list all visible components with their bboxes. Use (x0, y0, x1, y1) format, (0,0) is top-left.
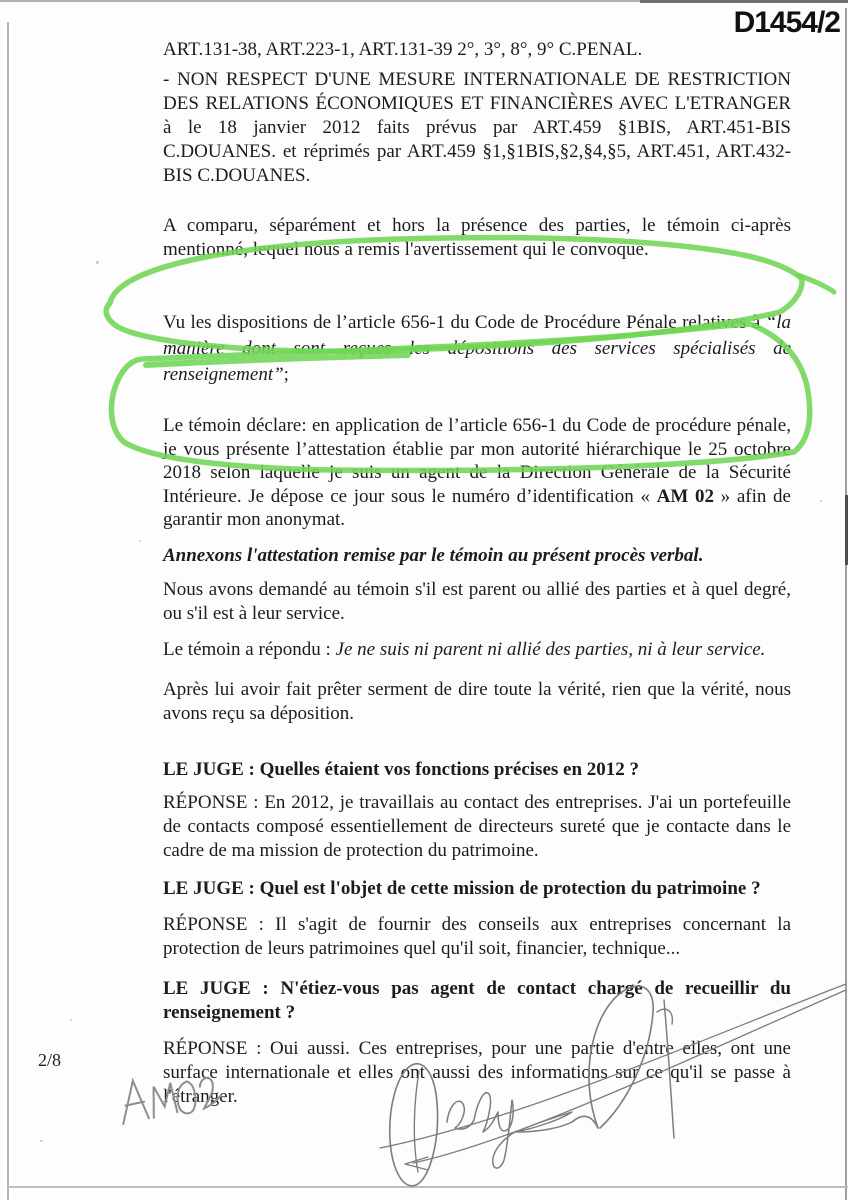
witness-answer-italic: Je ne suis ni parent ni allié des parties, ni à leur service. (335, 638, 766, 660)
witness-response-1: RÉPONSE : En 2012, je travaillais au contact des entreprises. J'ai un portefeuille de contacts composé essentiellement de directeurs sureté que je contacte dans le cadre de ma mission de protection du patrimoine. (163, 791, 791, 861)
scan-edge-right (845, 8, 847, 1200)
paragraph-articles-penal: ART.131-38, ART.223-1, ART.131-39 2°, 3°, 8°, 9° C.PENAL. (163, 39, 643, 60)
scan-speck (40, 1140, 43, 1142)
scan-edge-left (7, 22, 9, 1200)
witness-response-3: RÉPONSE : Oui aussi. Ces entreprises, pour une partie d'entre elles, ont une surface internationale et elles ont aussi des informations sur ce qu'il se passe à l'étranger. (163, 1037, 791, 1107)
paragraph-serment: Après lui avoir fait prêter serment de dire toute la vérité, rien que la vérité, nous avons reçu sa déposition. (163, 678, 791, 724)
document-body (163, 38, 791, 1109)
document-reference-number: D1454/2 (733, 6, 840, 39)
witness-id-code: AM 02 (656, 485, 714, 507)
paragraph-temoin-repondu: Le témoin a répondu : Je ne suis ni parent ni allié des parties, ni à leur service. (163, 638, 766, 660)
scan-speck (70, 1019, 72, 1021)
quoted-italic-text: “la manière dont sont reçues les dépositions des services spécialisés de renseignement” (163, 312, 791, 385)
scan-edge-bottom (7, 1186, 848, 1188)
scan-speck (96, 261, 99, 264)
judge-question-1: LE JUGE : Quelles étaient vos fonctions précises en 2012 ? (163, 758, 640, 780)
judge-question-2: LE JUGE : Quel est l'objet de cette mission de protection du patrimoine ? (163, 877, 761, 899)
judge-question-3: LE JUGE : N'étiez-vous pas agent de contact chargé de recueillir du renseignement ? (163, 977, 791, 1023)
scan-edge-top-dark (640, 0, 848, 3)
paragraph-temoin-declare-circled: Le témoin déclare: en application de l’article 656-1 du Code de procédure pénale, je vous présente l’attestation établie par mon autorité hiérarchique le 25 octobre 2018 selon laquelle je suis un agent de la Direction Générale de la Sécurité Intérieure. Je dépose ce jour sous le numéro d’identification « AM 02 » afin de garantir mon anonymat. (163, 415, 791, 530)
paragraph-non-respect: - NON RESPECT D'UNE MESURE INTERNATIONALE DE RESTRICTION DES RELATIONS ÉCONOMIQUES ET FINANCIÈRES AVEC L'ETRANGER à le 18 janvier 2012 faits prévus par ART.459 §1BIS, ART.451-BIS C.DOUANES. et réprimés par ART.459 §1,§1BIS,§2,§4,§5, ART.451, ART.432-BIS C.DOUANES. (163, 69, 791, 186)
paragraph-demande-temoin: Nous avons demandé au témoin s'il est parent ou allié des parties et à quel degré, ou s'il est à leur service. (163, 578, 791, 624)
page-number: 2/8 (38, 1050, 62, 1070)
witness-response-2: RÉPONSE : Il s'agit de fournir des conseils aux entreprises concernant la protection de leurs patrimoines quel qu'il soit, financier, technique... (163, 913, 791, 959)
paragraph-a-comparu: A comparu, séparément et hors la présence des parties, le témoin ci-après mentionné, lequel nous a remis l'avertissement qui le convoque. (163, 215, 791, 260)
scan-speck (139, 540, 141, 542)
scan-speck (820, 500, 822, 502)
paragraph-vu-dispositions-circled: Vu les dispositions de l’article 656-1 du Code de Procédure Pénale relatives à “la manière dont sont reçues les dépositions des services spécialisés de renseignement”; (163, 312, 791, 385)
paragraph-annexons: Annexons l'attestation remise par le témoin au présent procès verbal. (163, 544, 704, 566)
